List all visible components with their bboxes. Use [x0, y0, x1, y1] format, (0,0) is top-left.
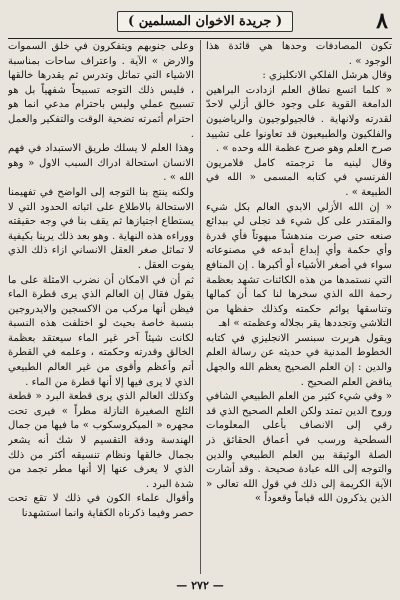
page-header [8, 6, 392, 39]
left-column [8, 40, 194, 574]
article-columns [8, 40, 392, 574]
paragraph: ثم أن في الامكان أن نضرب الامثلة على ما يقول فقال إن العالم الذي يرى قطرة الماء فيظن أنها مركب من الاكسجين والايدروجين بنسبة خاصة بحيث لو اختلفت هذه النسبة لكانت شيئاً آخر غير الماء سيعتقد بعظمة الخالق وقدرته وحكمته ، وعلمه في القطرة أتم وأعظم وأقوى من غير العالم الطبيعي الذي لا يرى فيها إلا أنها قطرة من الماء . [8, 274, 194, 388]
column-divider [200, 40, 201, 574]
right-column [206, 40, 392, 574]
paragraph: وهذا العلم لا يسلك طريق الاستبداد في فهم الانسان استحالة ادراك السبب الاول « وهو الله » . [8, 143, 194, 184]
paragraph: وقال لينيه ما ترجمته كامل فلامريون الفرنسي في كتابه المسمى « الله في الطبيعة » . [206, 157, 392, 198]
paragraph: ولكنه ينتج بنا التوجه إلى الواضح في تفهيمنا الاستحالة بالاطلاع على اثباته الحدود التي لا يستطاع اجتيازها ثم يقف بنا في وجه حقيقته ووراءه هذه النهاية . وهو بعد ذلك يرينا بكيفية لا تماثل صغر العقل الانساني ازاء ذلك الذي يفوت العقل . [8, 186, 194, 271]
paragraph: ويقول هربرت سبنسر الانجليزي في كتابه الخطوط المدنية في حديثه عن رسالة العلم والدين : إن العلم الصحيح يعظم الله والجهل يناقض العلم الصحيح . [206, 332, 392, 388]
paragraph: وعلى جنوبهم ويتفكرون في خلق السموات والارض » الآية . واعتراف ساحات بمناسبة الاشياء التي تماثل وتدرس ثم يقدرها خالقها ، فليس ذلك التوجه تسبيحاً شفهياً بل هو تسبيح عملي وليس باحترام مدعي انما هو احترام أثمرته تضحية الوقت والتفكير والعمل . [8, 41, 194, 140]
paragraph: « وفي شيء كثير من العلم الطبيعي الشافي وروح الدين تمتد ولكن العلم الصحيح الذي قد رقي إلى الانصاف بأعلى المعلومات السطحية ورسب في أعماق الحقائق ذر الصلة الوثيقة بين العلم الطبيعي والدين والتوجه إلى الله عبادة صحيحة . وقد أشارت الآية الكريمة إلى ذلك في قول الله تعالى « الذين يذكرون الله قياماً وقعوداً » [206, 391, 392, 505]
paragraph: وكذلك العالم الذي يرى قطعة البرد « قطعة الثلج الصغيرة النازلة مطراً » فيرى تحت مجهره « الميكروسكوب » ما فيها من جمال الهندسة ودقة التقسيم لا شك أنه يشعر بجمال خالقها ونظام تنسيقه أكثر من ذلك الذي لا يعرف عنها إلا أنها مطر تجمد من شدة البرد . [8, 391, 194, 490]
paragraph: « إن الله الأزلي الابدي العالم بكل شيء والمقتدر على كل شيء قد تجلى لي ببدائع صنعه حتى صرت مندهشاً مبهوتاً فأي قدرة وأي حكمة وأي إبداع أبدعه في مصنوعاته سواء في أصغر الأشياء أو أكبرها . إن المنافع التي نستمدها من هذه الكائنات تشهد بعظمة رحمة الله الذي سخرها لنا كما أن كمالها وتناسقها يوائم حكمته وكذلك حفظها من التلاشي وتجددها يقر بجلاله وعظمته » اهـ [206, 201, 392, 330]
paragraph: « كلما اتسع نطاق العلم ازدادت البراهين الدامغة القوية على وجود خالق أزلي لاحدّ لقدرته ولانهاية . فالجيولوجيون والرياضيون والفلكيون والطبيعيون قد تعاونوا على تشييد صرح العلم وهو صرح عظمة الله وحده » . [206, 84, 392, 155]
page-number-top: ٨ [376, 8, 388, 34]
paragraph: وأقوال علماء الكون في ذلك لا تقع تحت حصر وفيما ذكرناه الكفاية وانما استشهدنا [8, 493, 194, 519]
journal-title: ( جريدة الاخوان المسلمين ) [117, 11, 293, 32]
paragraph: وقال هرشل الفلكي الانكليزي : [262, 70, 392, 82]
page-footer-number: — ٢٧٢ — [176, 579, 224, 592]
paragraph: تكون المصادفات وحدها هي قائدة هذا الوجود » . [206, 41, 392, 67]
